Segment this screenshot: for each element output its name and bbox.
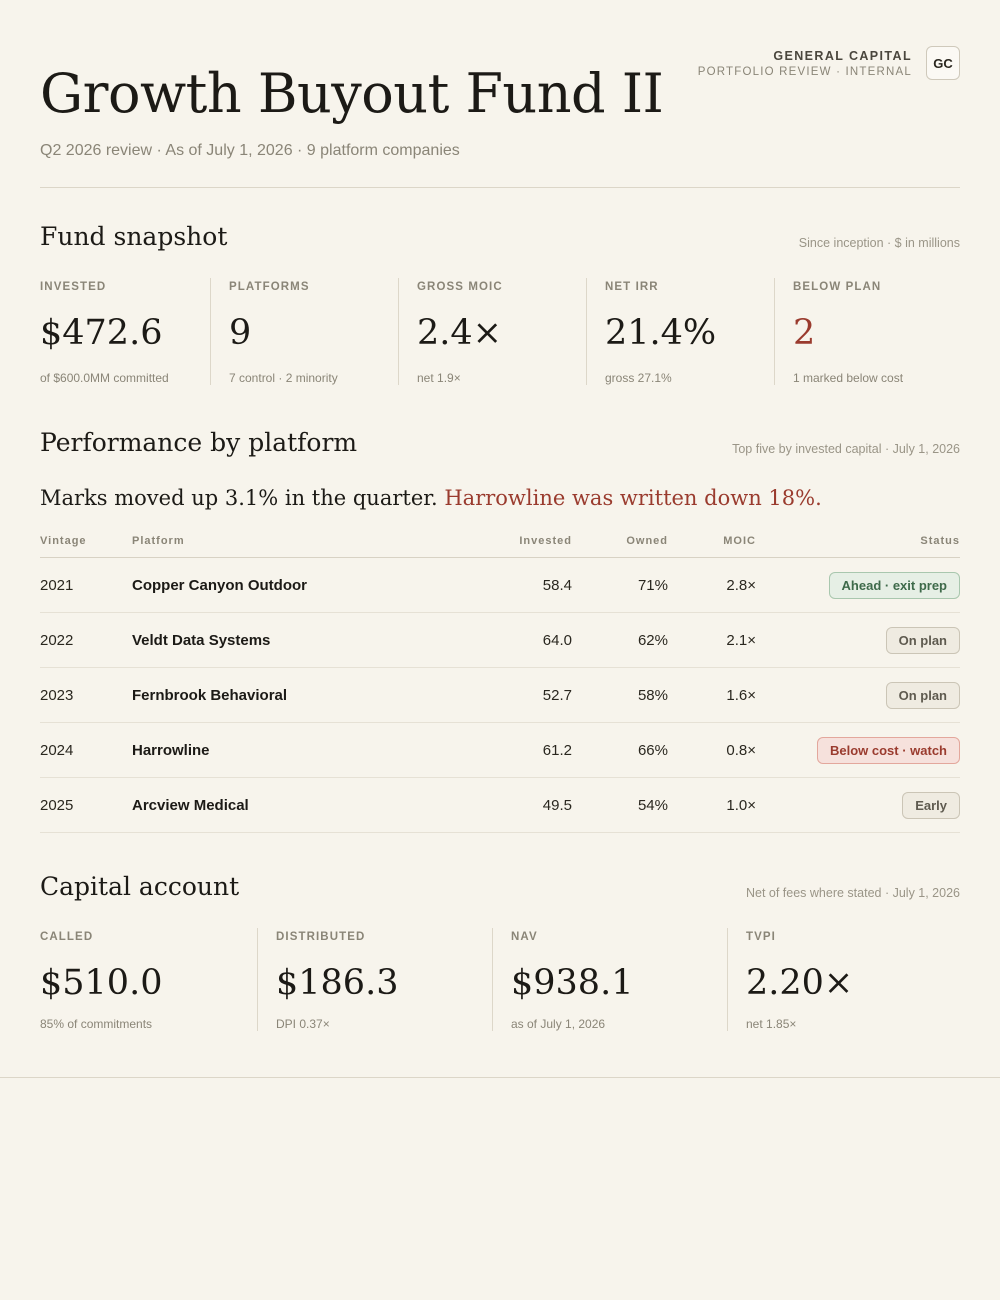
stat-value: 2.4× xyxy=(417,313,502,353)
section-note-snapshot: Since inception · $ in millions xyxy=(798,236,960,250)
stat-sub: gross 27.1% xyxy=(605,371,672,385)
table-row xyxy=(40,778,960,833)
snapshot-stats xyxy=(40,278,960,385)
stat-value: $186.3 xyxy=(276,963,399,1003)
column-header-status: Status xyxy=(920,535,960,547)
stat-label: NAV xyxy=(511,931,538,943)
brand-name: GENERAL CAPITAL xyxy=(773,48,912,63)
cell-invested: 52.7 xyxy=(542,686,572,704)
stat-value: 2.20× xyxy=(746,963,854,1003)
status-badge: Early xyxy=(902,792,960,819)
page-title: Growth Buyout Fund II xyxy=(40,62,664,125)
cell-invested: 58.4 xyxy=(542,576,572,594)
stat-below-plan xyxy=(774,278,960,385)
status-badge: On plan xyxy=(886,627,960,654)
stat-label: GROSS MOIC xyxy=(417,281,503,293)
cell-moic: 2.1× xyxy=(726,631,756,649)
stat-sub: of $600.0MM committed xyxy=(40,371,169,385)
footer-divider xyxy=(0,1077,1000,1078)
stat-sub: as of July 1, 2026 xyxy=(511,1017,606,1031)
table-header xyxy=(40,530,960,558)
cell-invested: 64.0 xyxy=(542,631,572,649)
cell-moic: 2.8× xyxy=(726,576,756,594)
cell-vintage: 2021 xyxy=(40,576,74,594)
status-badge: Ahead · exit prep xyxy=(829,572,960,599)
stat-nav xyxy=(492,928,727,1031)
stat-label: PLATFORMS xyxy=(229,281,310,293)
stat-sub: 1 marked below cost xyxy=(793,371,904,385)
stat-platforms xyxy=(210,278,398,385)
stat-value: $938.1 xyxy=(511,963,634,1003)
headline-main: Marks moved up 3.1% in the quarter. xyxy=(40,486,438,510)
cell-moic: 0.8× xyxy=(726,741,756,759)
performance-headline xyxy=(40,486,822,510)
stat-value: 2 xyxy=(793,313,816,353)
cell-platform: Arcview Medical xyxy=(132,796,249,814)
stat-value: $472.6 xyxy=(40,313,163,353)
column-header-vintage: Vintage xyxy=(40,535,87,547)
status-badge: Below cost · watch xyxy=(817,737,960,764)
stat-value: $510.0 xyxy=(40,963,163,1003)
stat-label: CALLED xyxy=(40,931,94,943)
brand-subtitle: PORTFOLIO REVIEW · INTERNAL xyxy=(697,65,912,78)
cell-platform: Copper Canyon Outdoor xyxy=(132,576,307,594)
column-header-owned: Owned xyxy=(626,535,668,547)
brand-text xyxy=(698,49,912,78)
table-row xyxy=(40,668,960,723)
stat-gross-moic xyxy=(398,278,586,385)
cell-invested: 61.2 xyxy=(542,741,572,759)
header-divider xyxy=(40,187,960,188)
stat-value: 9 xyxy=(229,313,252,353)
table-row xyxy=(40,613,960,668)
stat-sub: 85% of commitments xyxy=(40,1017,153,1031)
platform-table xyxy=(40,530,960,833)
cell-moic: 1.6× xyxy=(726,686,756,704)
cell-owned: 62% xyxy=(637,631,668,649)
stat-label: TVPI xyxy=(746,931,776,943)
status-badge: On plan xyxy=(886,682,960,709)
headline-alert: Harrowline was written down 18%. xyxy=(444,486,822,510)
capital-stats xyxy=(40,928,960,1031)
column-header-platform: Platform xyxy=(132,535,185,547)
stat-distributed xyxy=(257,928,492,1031)
cell-vintage: 2022 xyxy=(40,631,74,649)
cell-platform: Fernbrook Behavioral xyxy=(132,686,288,704)
cell-vintage: 2024 xyxy=(40,741,74,759)
cell-status xyxy=(756,682,960,709)
cell-owned: 71% xyxy=(637,576,668,594)
column-header-moic: MOIC xyxy=(723,535,756,547)
column-header-invested: Invested xyxy=(519,535,572,547)
cell-invested: 49.5 xyxy=(542,796,572,814)
section-title-snapshot: Fund snapshot xyxy=(40,222,228,251)
stat-called xyxy=(40,928,257,1031)
cell-owned: 54% xyxy=(637,796,668,814)
section-note-performance: Top five by invested capital · July 1, 2026 xyxy=(732,442,960,456)
cell-vintage: 2023 xyxy=(40,686,74,704)
page-subtitle: Q2 2026 review · As of July 1, 2026 · 9 platform companies xyxy=(40,142,460,159)
stat-label: BELOW PLAN xyxy=(793,281,882,293)
cell-platform: Harrowline xyxy=(132,741,210,759)
stat-label: INVESTED xyxy=(40,281,107,293)
stat-label: NET IRR xyxy=(605,281,659,293)
stat-sub: DPI 0.37× xyxy=(276,1017,330,1031)
cell-owned: 58% xyxy=(637,686,668,704)
cell-owned: 66% xyxy=(637,741,668,759)
cell-status xyxy=(756,792,960,819)
cell-status xyxy=(756,737,960,764)
brand-logo: GC xyxy=(926,46,960,80)
cell-status xyxy=(756,572,960,599)
stat-sub: net 1.9× xyxy=(417,371,461,385)
cell-moic: 1.0× xyxy=(726,796,756,814)
table-row xyxy=(40,558,960,613)
table-row xyxy=(40,723,960,778)
cell-status xyxy=(756,627,960,654)
stat-invested xyxy=(40,278,210,385)
brand-block xyxy=(698,46,960,80)
cell-platform: Veldt Data Systems xyxy=(132,631,271,649)
stat-label: DISTRIBUTED xyxy=(276,931,366,943)
section-note-capital: Net of fees where stated · July 1, 2026 xyxy=(745,886,960,900)
section-title-capital: Capital account xyxy=(40,872,240,901)
stat-sub: net 1.85× xyxy=(746,1017,797,1031)
stat-tvpi xyxy=(727,928,960,1031)
stat-sub: 7 control · 2 minority xyxy=(229,371,338,385)
cell-vintage: 2025 xyxy=(40,796,74,814)
stat-value: 21.4% xyxy=(605,313,717,353)
section-title-performance: Performance by platform xyxy=(40,428,358,457)
stat-net-irr xyxy=(586,278,774,385)
